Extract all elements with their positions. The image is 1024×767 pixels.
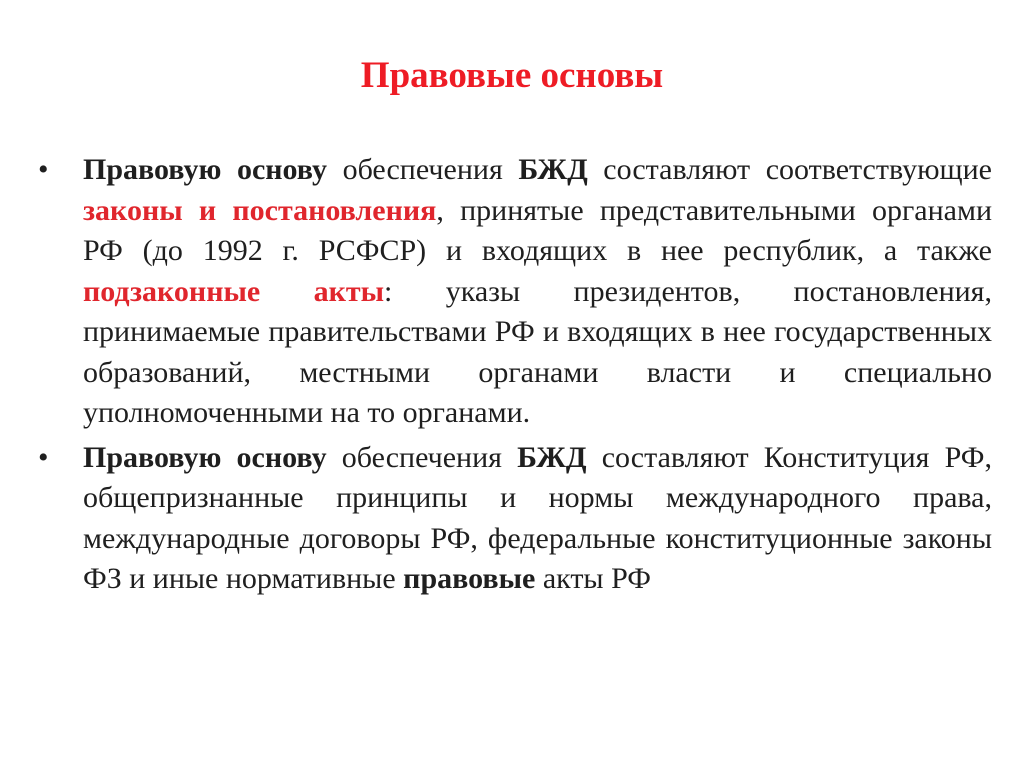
text-run: : указы президентов, постановления, принимаемые правительствами РФ и входящих в нее государственных образований, местными органами власти и специально уполномоченными на то органами. xyxy=(83,274,992,429)
bullet-text xyxy=(83,438,992,600)
text-run: составляют соответствующие xyxy=(587,153,992,186)
bold-phrase: БЖД xyxy=(517,440,587,474)
bold-phrase: Правовую основу xyxy=(83,440,327,474)
bullet-marker: • xyxy=(38,153,49,186)
text-run: обеспечения xyxy=(326,440,518,474)
text-run: обеспечения xyxy=(326,153,519,186)
text-run: , принятые представительными органами РФ (до 1992 г. РСФСР) и входящих в нее республик, а также xyxy=(83,193,992,267)
bullet-list xyxy=(38,150,992,604)
highlight-phrase: законы и постановления xyxy=(83,193,437,227)
bold-phrase: БЖД xyxy=(518,153,588,186)
bullet-item-2 xyxy=(38,438,992,600)
text-run: составляют Конституция РФ, общепризнанные принципы и нормы международного права, международные договоры РФ, федеральные конституционные законы ФЗ и иные нормативные xyxy=(83,440,992,595)
text-run: акты РФ xyxy=(535,562,651,595)
slide-title: Правовые основы xyxy=(360,55,664,96)
bullet-marker: • xyxy=(38,440,49,474)
bold-phrase: Правовую основу xyxy=(83,153,327,186)
highlight-phrase: подзаконные акты xyxy=(83,274,385,308)
bullet-text xyxy=(83,150,992,434)
bold-phrase: правовые xyxy=(403,562,536,595)
bullet-item-1 xyxy=(38,150,992,434)
